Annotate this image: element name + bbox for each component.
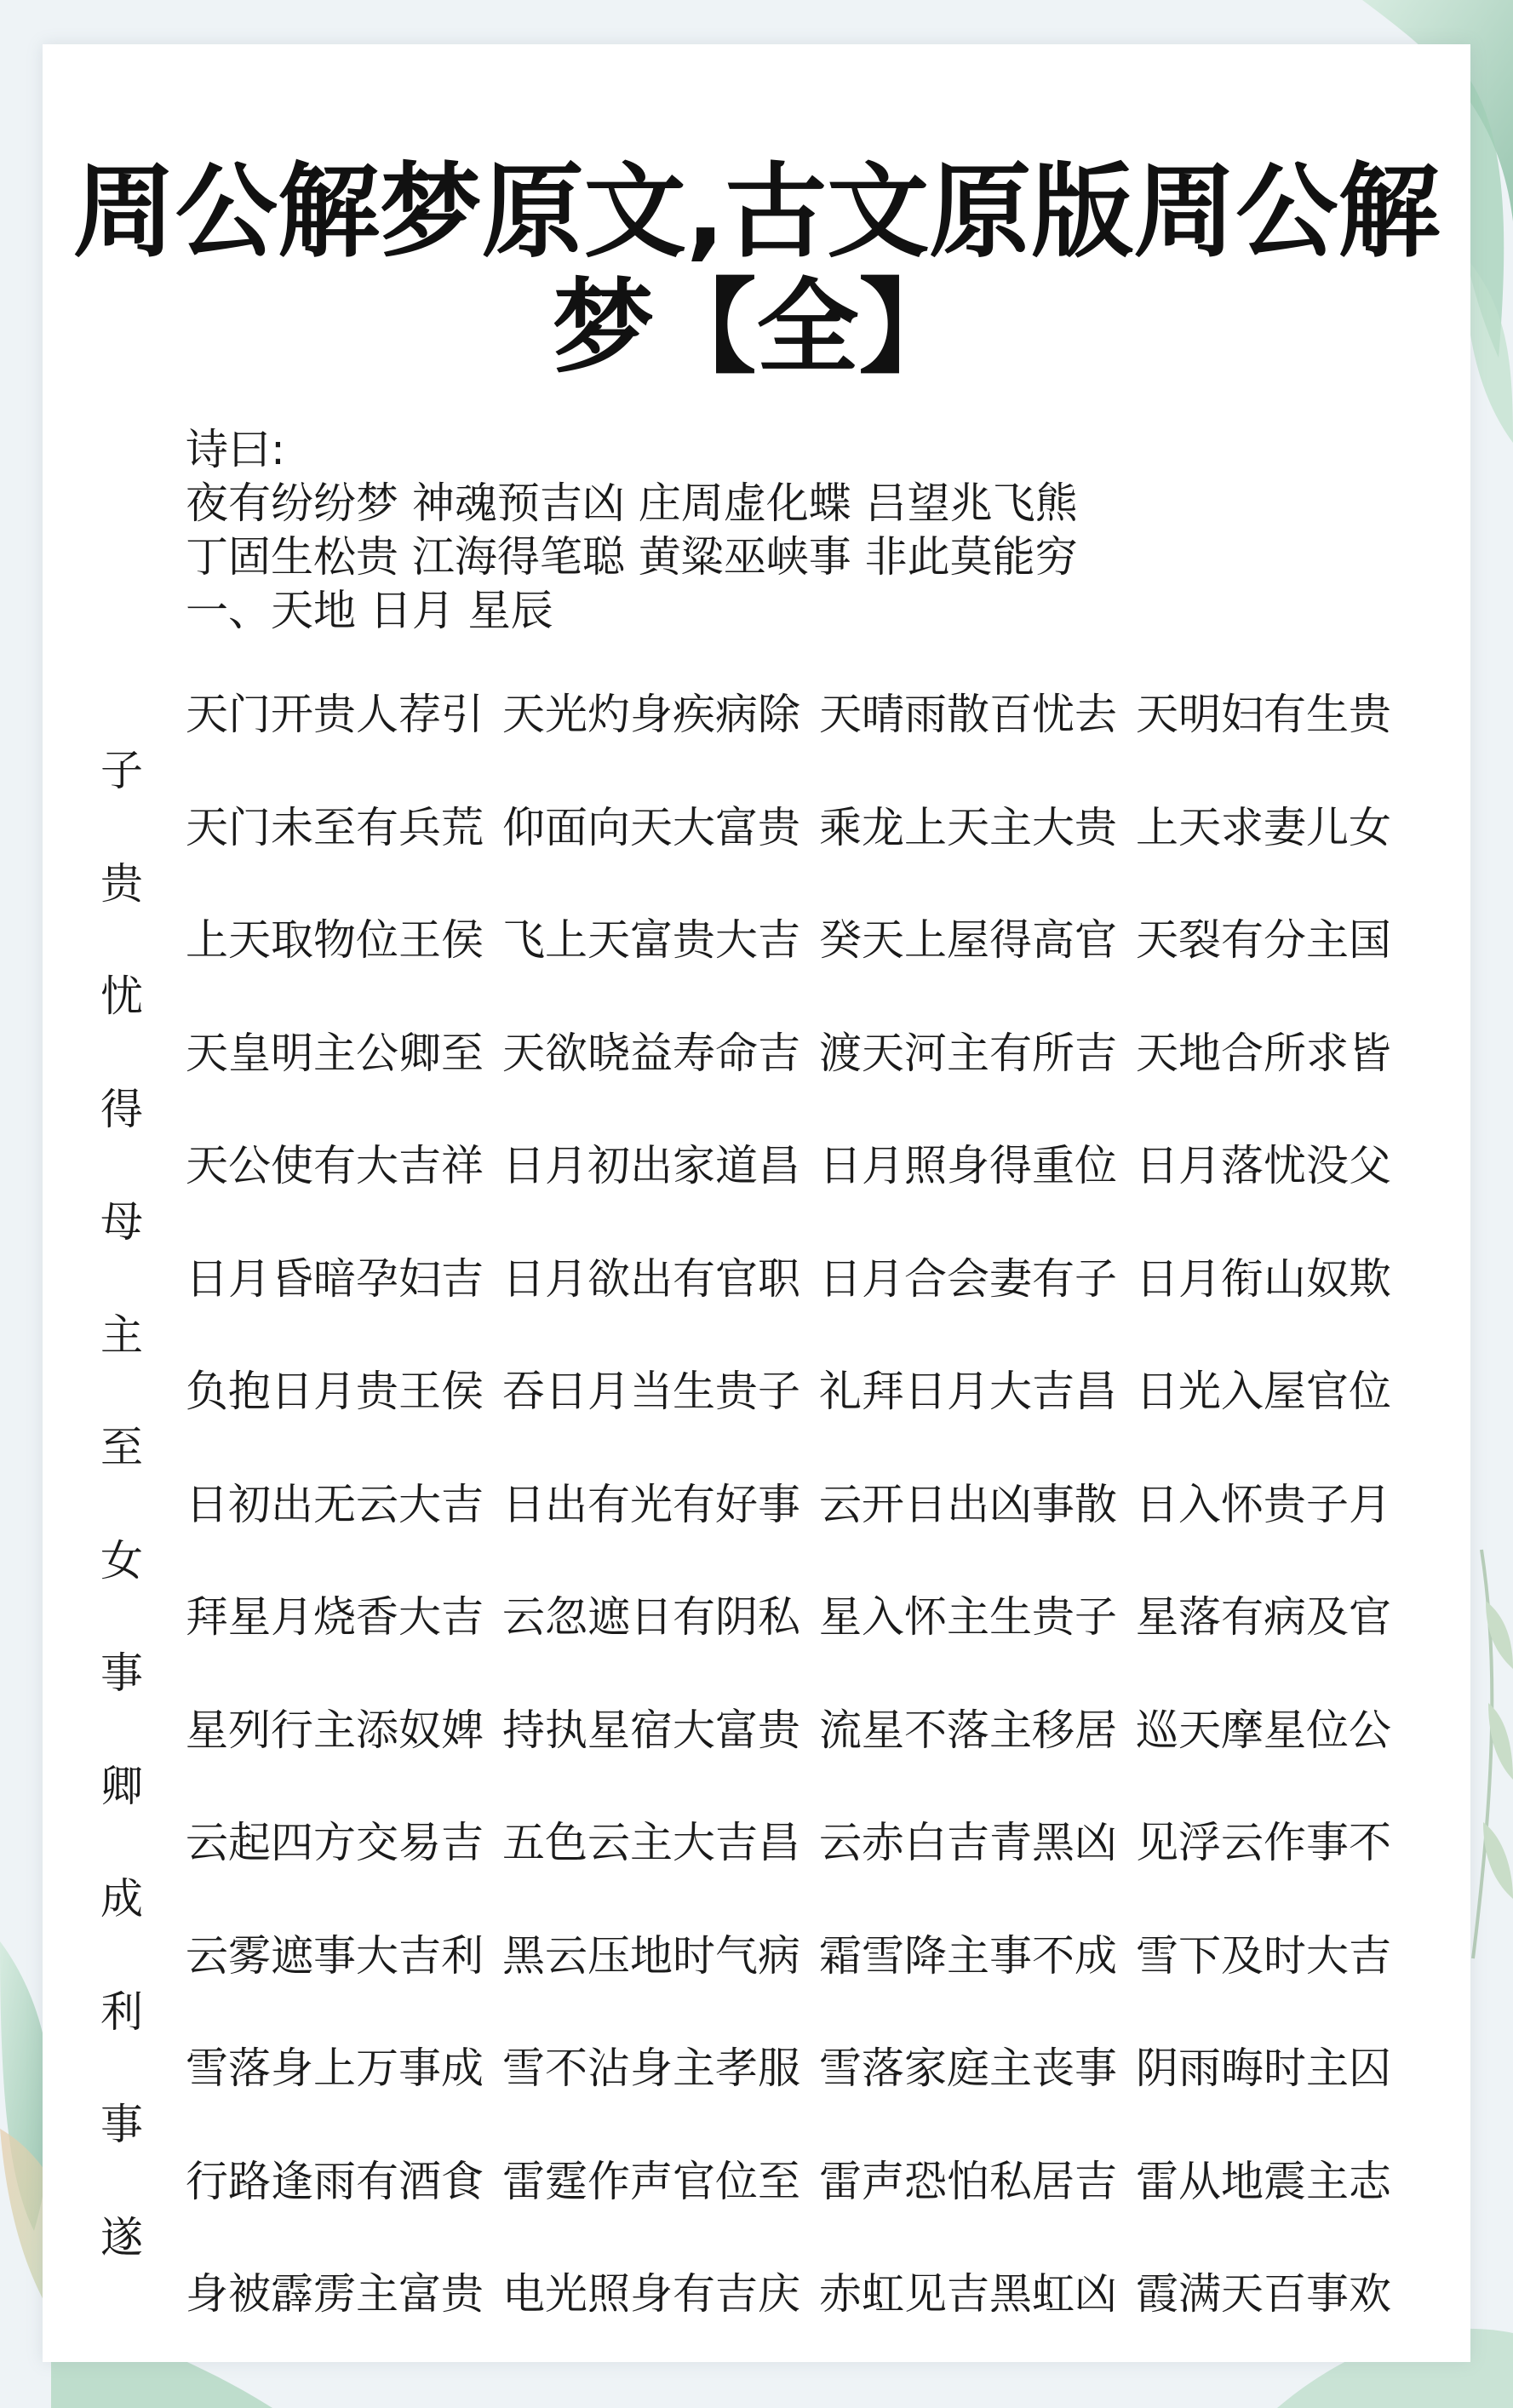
dream-phrase: 日月昏暗孕妇吉 <box>186 1253 484 1304</box>
wrapped-character: 子 <box>100 746 143 795</box>
dream-phrase: 云忽遮日有阴私 <box>502 1592 800 1642</box>
wrapped-character: 得 <box>100 1084 143 1134</box>
title-line-1: 周公解梦原文,古文原版周公解 <box>72 153 1441 272</box>
entry-row <box>186 1138 1410 1193</box>
wrapped-character: 母 <box>100 1197 143 1247</box>
dream-phrase: 雪落身上万事成 <box>186 2044 484 2093</box>
dream-phrase: 雪不沾身主孝服 <box>502 2044 800 2093</box>
dream-phrase: 天裂有分主国 <box>1136 915 1391 965</box>
entry-row <box>186 2267 1410 2321</box>
entry-row <box>186 1929 1410 1983</box>
dream-phrase: 雷从地震主志 <box>1136 2156 1391 2206</box>
dream-phrase: 流星不落主移居 <box>819 1705 1117 1755</box>
dream-phrase: 日月照身得重位 <box>819 1141 1117 1190</box>
entry-row <box>186 1364 1410 1419</box>
dream-phrase: 云开日出凶事散 <box>819 1479 1117 1529</box>
dream-phrase: 日光入屋官位 <box>1136 1367 1391 1416</box>
entry-row <box>186 913 1410 967</box>
wrapped-character: 利 <box>100 1987 143 2037</box>
title-line-2: 梦【全】 <box>552 269 961 387</box>
entry-row <box>186 1477 1410 1532</box>
wrapped-character: 遂 <box>100 2212 143 2262</box>
dream-phrase: 天明妇有生贵 <box>1136 690 1391 739</box>
entry-row <box>186 687 1410 742</box>
dream-phrase: 天皇明主公卿至 <box>186 1028 484 1078</box>
dream-phrase: 云雾遮事大吉利 <box>186 1930 484 1981</box>
section-heading: 一、天地 日月 星辰 <box>186 586 553 635</box>
dream-phrase: 天公使有大吉祥 <box>186 1141 484 1190</box>
dream-phrase: 仰面向天大富贵 <box>502 802 800 852</box>
poem-line: 夜有纷纷梦 神魂预吉凶 庄周虚化蝶 吕望兆飞熊 <box>186 479 1078 528</box>
wrapped-character: 忧 <box>100 972 143 1021</box>
entry-row <box>186 2041 1410 2096</box>
dream-phrase: 电光照身有吉庆 <box>502 2269 800 2319</box>
dream-phrase: 云赤白吉青黑凶 <box>819 1818 1117 1867</box>
entry-row <box>186 1252 1410 1306</box>
wrapped-character: 事 <box>100 1648 143 1698</box>
dream-phrase: 日月衔山奴欺 <box>1136 1253 1391 1304</box>
dream-phrase: 日出有光有好事 <box>502 1479 800 1529</box>
dream-phrase: 天光灼身疾病除 <box>502 690 800 739</box>
dream-phrase: 行路逢雨有酒食 <box>186 2156 484 2206</box>
wrapped-character: 女 <box>100 1535 143 1585</box>
dream-phrase: 上天取物位王侯 <box>186 915 484 965</box>
entry-row <box>186 1815 1410 1870</box>
wrapped-character: 主 <box>100 1310 143 1360</box>
dream-phrase: 癸天上屋得高官 <box>819 915 1117 965</box>
dream-phrase: 日月合会妻有子 <box>819 1253 1117 1304</box>
dream-phrase: 雪落家庭主丧事 <box>819 2044 1117 2093</box>
poem-line: 丁固生松贵 江海得笔聪 黄粱巫峡事 非此莫能穷 <box>186 532 1078 582</box>
dream-phrase: 阴雨晦时主囚 <box>1136 2044 1391 2093</box>
dream-phrase: 天晴雨散百忧去 <box>819 690 1117 739</box>
document-card <box>43 44 1470 2362</box>
dream-phrase: 五色云主大吉昌 <box>502 1818 800 1867</box>
dream-phrase: 日月初出家道昌 <box>502 1141 800 1190</box>
dream-phrase: 云起四方交易吉 <box>186 1818 484 1867</box>
dream-phrase: 持执星宿大富贵 <box>502 1705 800 1755</box>
dream-phrase: 飞上天富贵大吉 <box>502 915 800 965</box>
wrapped-character: 贵 <box>100 858 143 909</box>
dream-phrase: 星入怀主生贵子 <box>819 1592 1117 1642</box>
dream-phrase: 日初出无云大吉 <box>186 1479 484 1529</box>
entry-row <box>186 1703 1410 1757</box>
leaf-icon <box>1483 1822 1513 1899</box>
entry-row <box>186 1590 1410 1644</box>
dream-phrase: 雷声恐怕私居吉 <box>819 2156 1117 2206</box>
dream-phrase: 天地合所求皆 <box>1136 1028 1391 1078</box>
dream-phrase: 黑云压地时气病 <box>502 1930 800 1981</box>
wrapped-character: 卿 <box>100 1761 143 1811</box>
dream-phrase: 上天求妻儿女 <box>1136 802 1391 852</box>
dream-phrase: 拜星月烧香大吉 <box>186 1592 484 1642</box>
dream-phrase: 日月欲出有官职 <box>502 1253 800 1304</box>
dream-phrase: 渡天河主有所吉 <box>819 1028 1117 1078</box>
dream-phrase: 赤虹见吉黑虹凶 <box>819 2269 1117 2319</box>
dream-phrase: 天门开贵人荐引 <box>186 690 484 739</box>
dream-phrase: 乘龙上天主大贵 <box>819 802 1117 852</box>
dream-phrase: 见浮云作事不 <box>1136 1818 1391 1867</box>
entry-row <box>186 800 1410 855</box>
entry-row <box>186 2154 1410 2209</box>
dream-phrase: 负抱日月贵王侯 <box>186 1367 484 1416</box>
intro-block <box>186 423 1078 638</box>
wrapped-character: 至 <box>100 1423 143 1472</box>
dream-phrase: 雪下及时大吉 <box>1136 1930 1391 1981</box>
wrapped-character: 事 <box>100 2100 143 2149</box>
dream-phrase: 天门未至有兵荒 <box>186 802 484 852</box>
dream-phrase: 身被霹雳主富贵 <box>186 2269 484 2319</box>
wrapped-character: 成 <box>100 1874 143 1924</box>
dream-phrase: 霞满天百事欢 <box>1136 2269 1391 2319</box>
dream-phrase: 吞日月当生贵子 <box>502 1367 800 1416</box>
dream-phrase: 星列行主添奴婢 <box>186 1705 484 1755</box>
dream-phrase: 巡天摩星位公 <box>1136 1705 1391 1755</box>
poem-label: 诗曰: <box>186 425 285 474</box>
dream-phrase: 星落有病及官 <box>1136 1592 1391 1642</box>
dream-phrase: 天欲晓益寿命吉 <box>502 1028 800 1078</box>
dream-phrase: 日月落忧没父 <box>1136 1141 1391 1190</box>
dream-phrase: 雷霆作声官位至 <box>502 2156 800 2206</box>
dream-phrase: 礼拜日月大吉昌 <box>819 1367 1117 1416</box>
entry-row <box>186 1026 1410 1081</box>
dream-phrase: 霜雪降主事不成 <box>819 1930 1117 1981</box>
dream-phrase: 日入怀贵子月 <box>1136 1479 1391 1529</box>
